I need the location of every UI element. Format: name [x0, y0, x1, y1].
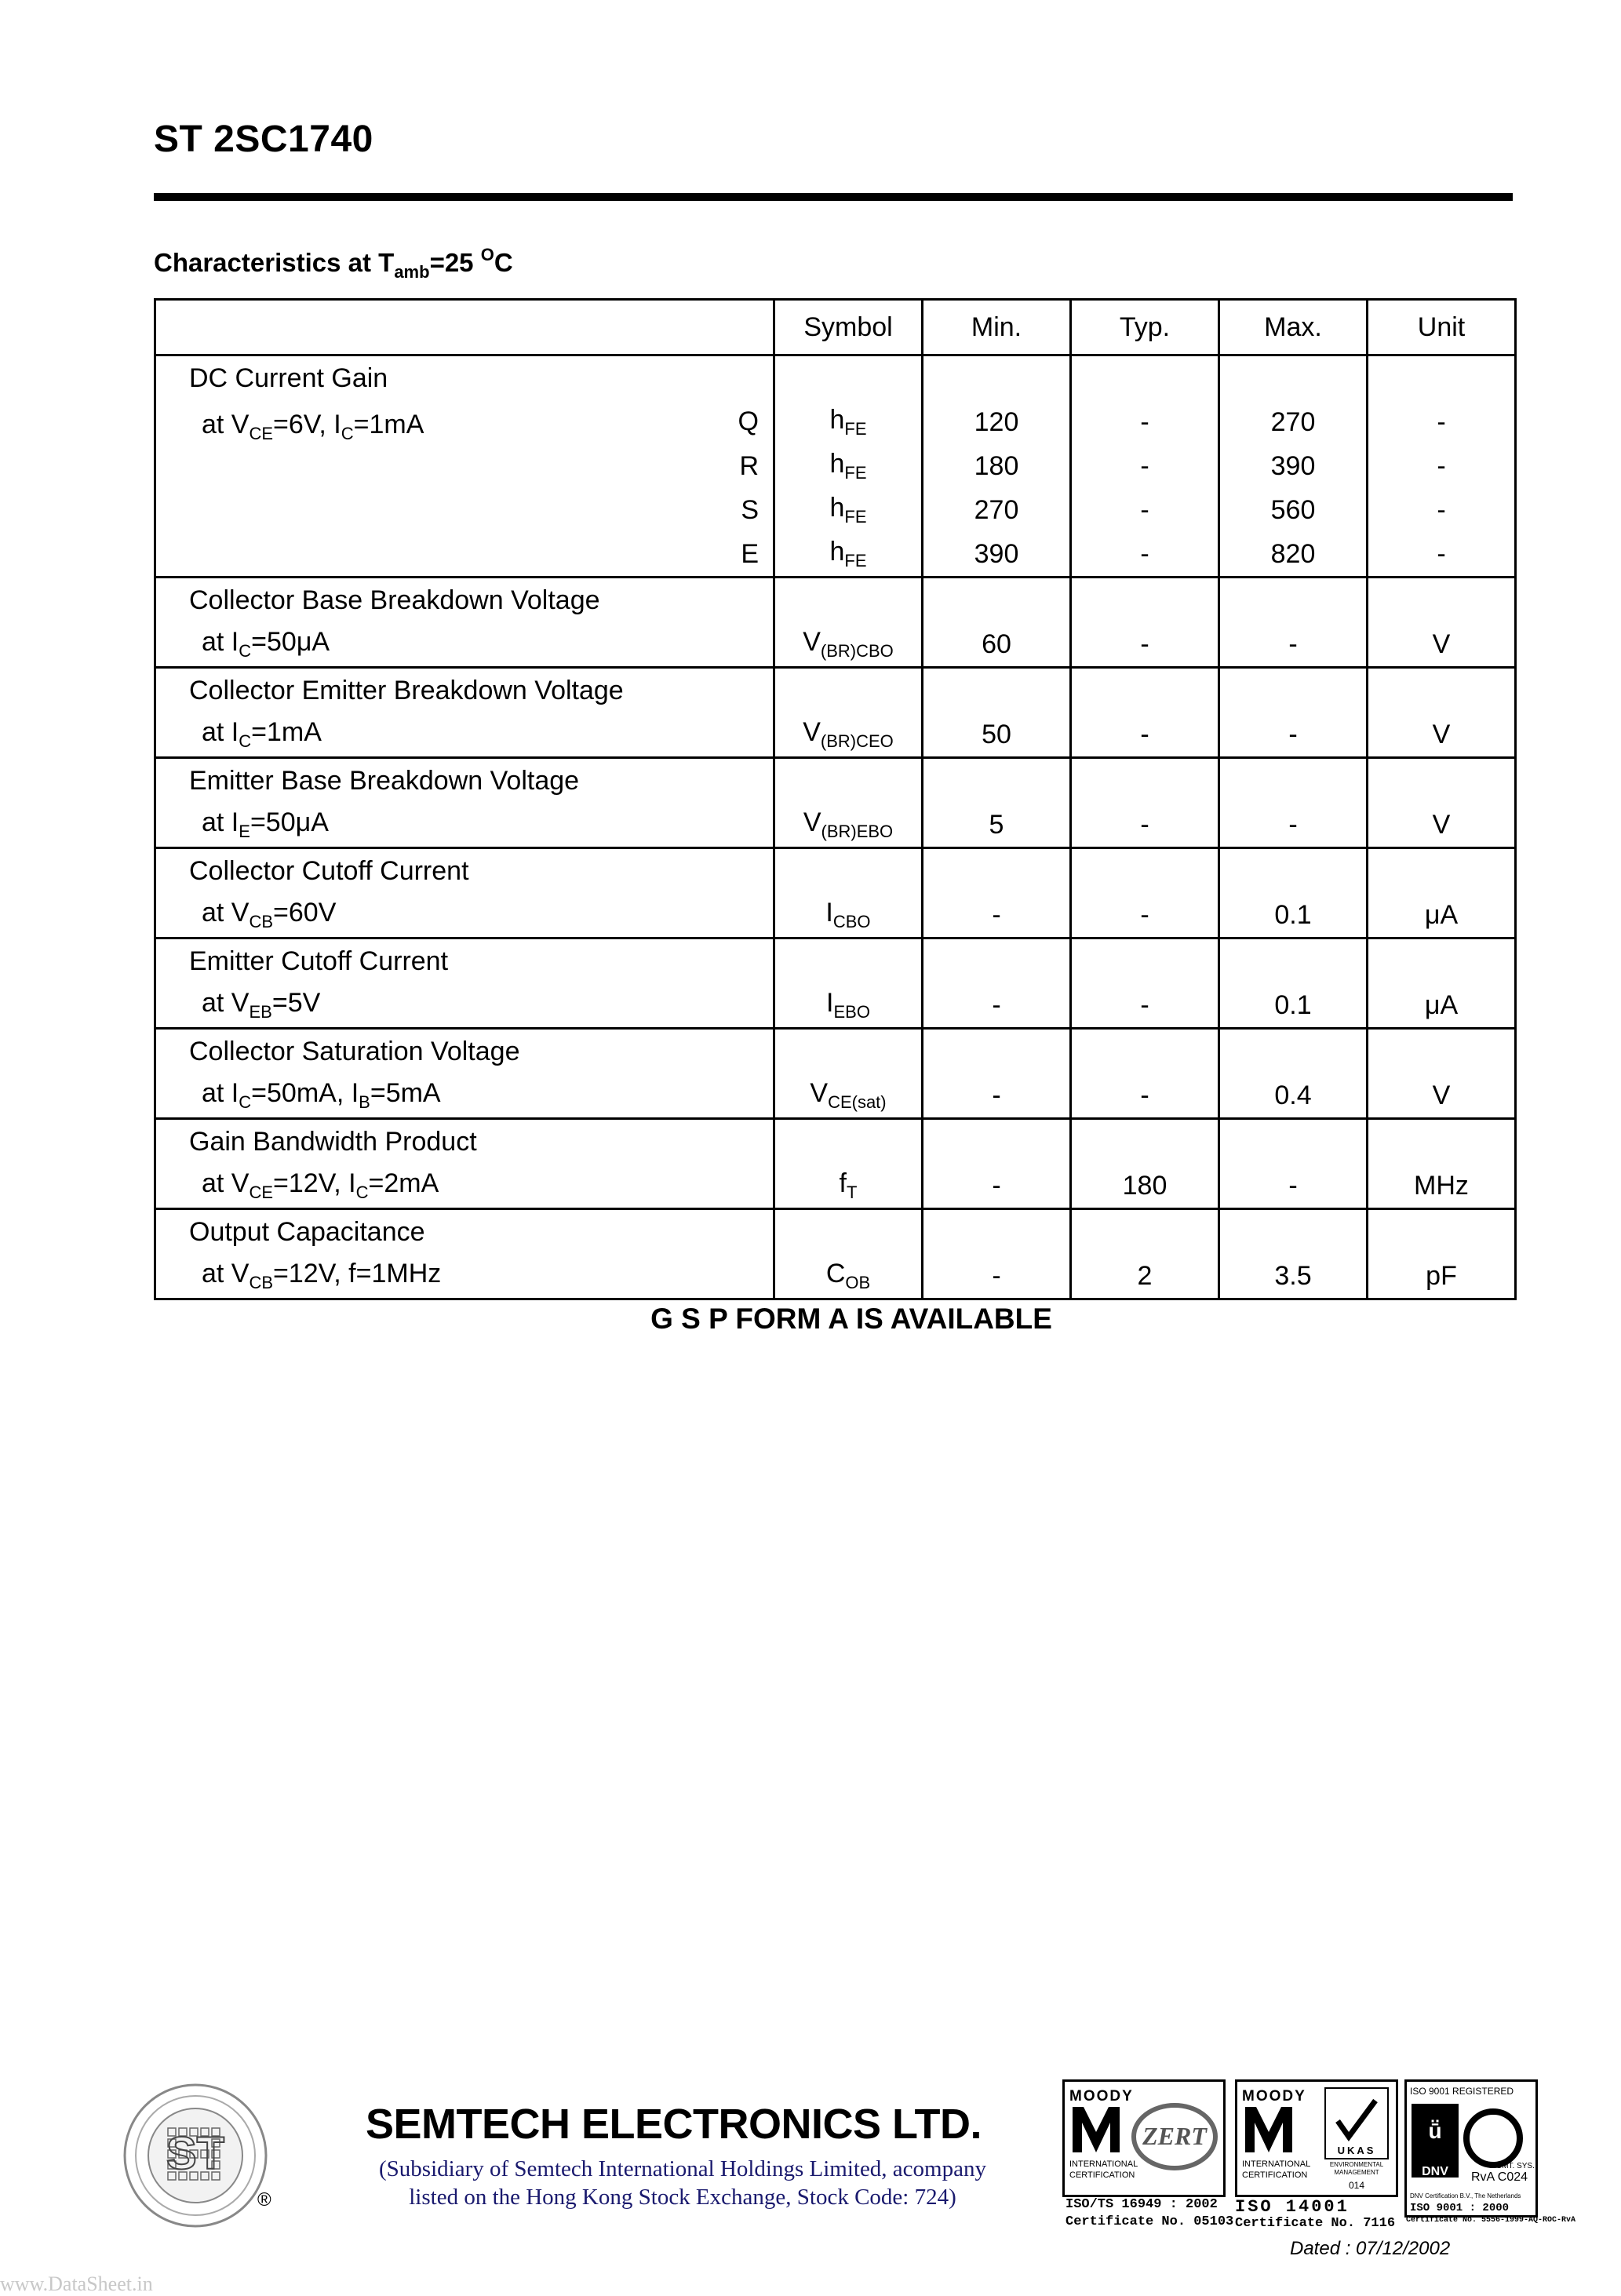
min-cell: - — [923, 983, 1071, 1029]
cert3-mgt: MGMT. SYS. — [1489, 2162, 1535, 2170]
cert1-standard: ISO/TS 16949 : 2002 — [1065, 2197, 1218, 2212]
unit-cell: V — [1368, 1073, 1516, 1119]
table-row — [155, 1164, 1516, 1209]
gsp-form-note: G S P FORM A IS AVAILABLE — [650, 1303, 1052, 1335]
max-cell: 0.1 — [1219, 893, 1368, 938]
typ-cell: - — [1071, 532, 1219, 578]
max-cell: 270 — [1219, 400, 1368, 444]
table-row — [155, 712, 1516, 758]
typ-cell: - — [1071, 622, 1219, 668]
watermark: www.DataSheet.in — [0, 2272, 153, 2295]
symbol-cell: $I_{CBO}$ — [774, 893, 923, 938]
symbol-cell: $V_{CE(sat)}$ — [774, 1073, 923, 1119]
logo-letters: ST — [166, 2128, 225, 2179]
param-condition: at $V_{CB}=60V$ — [155, 893, 774, 938]
cert1-brand: MOODY — [1069, 2088, 1134, 2105]
subsidiary-line-1: (Subsidiary of Semtech International Holdings Limited, acompany — [379, 2156, 986, 2181]
min-cell: - — [923, 893, 1071, 938]
subsidiary-note — [345, 2155, 1020, 2211]
param-condition: at $V_{EB}=5V$ — [155, 983, 774, 1029]
company-name: SEMTECH ELECTRONICS LTD. — [366, 2101, 982, 2148]
max-cell: 0.1 — [1219, 983, 1368, 1029]
cert-badge-dnv — [1404, 2079, 1538, 2218]
moody-ukas-icon — [1237, 2082, 1396, 2195]
typ-cell: - — [1071, 1073, 1219, 1119]
header-unit: Unit — [1368, 300, 1516, 355]
table-row — [155, 1029, 1516, 1074]
cert3-dnv: DNV — [1422, 2165, 1448, 2178]
table-row — [155, 983, 1516, 1029]
cert-badge-moody-ukas — [1235, 2079, 1398, 2197]
max-cell: - — [1219, 712, 1368, 758]
symbol-cell: $h_{FE}$ — [774, 444, 923, 488]
symbol-cell: $I_{EBO}$ — [774, 983, 923, 1029]
table-row — [155, 488, 1516, 532]
title-rule — [154, 193, 1513, 201]
table-row — [155, 758, 1516, 804]
param-condition: at $I_C=50\mu A$ — [155, 622, 774, 668]
param-condition: at $I_C=50mA$, $I_B=5mA$ — [155, 1073, 774, 1119]
cert3-line: DNV Certification B.V., The Netherlands — [1410, 2192, 1521, 2199]
symbol-cell: $f_T$ — [774, 1164, 923, 1209]
max-cell: 560 — [1219, 488, 1368, 532]
subsidiary-line-2: listed on the Hong Kong Stock Exchange, Stock Code: 724) — [409, 2185, 956, 2210]
symbol-cell: $V_{(BR)CBO}$ — [774, 622, 923, 668]
heading-sup: O — [480, 245, 494, 264]
table-row — [155, 355, 1516, 401]
table-row — [155, 622, 1516, 668]
heading-sub: amb — [394, 262, 430, 282]
param-title: Collector Cutoff Current — [155, 848, 774, 894]
typ-cell: 2 — [1071, 1254, 1219, 1299]
svg-text:ṻ: ṻ — [1428, 2119, 1442, 2143]
part-number-title: ST 2SC1740 — [154, 118, 373, 160]
dc-gain-title: DC Current Gain — [155, 355, 774, 401]
header-parameter — [155, 300, 774, 355]
typ-cell: - — [1071, 488, 1219, 532]
cert2-standard: ISO 14001 — [1235, 2197, 1350, 2217]
min-cell: 60 — [923, 622, 1071, 668]
param-title: Collector Emitter Breakdown Voltage — [155, 668, 774, 713]
grade-label: E — [155, 532, 774, 578]
max-cell: - — [1219, 622, 1368, 668]
cert1-number: Certificate No. 05103 — [1065, 2214, 1234, 2229]
symbol-cell: $V_{(BR)CEO}$ — [774, 712, 923, 758]
unit-cell: pF — [1368, 1254, 1516, 1299]
symbol-cell: $h_{FE}$ — [774, 400, 923, 444]
moody-zert-icon — [1065, 2082, 1223, 2195]
param-condition: at $V_{CB}=12V$, f=1MHz — [155, 1254, 774, 1299]
grade-label: R — [155, 444, 774, 488]
unit-cell: μA — [1368, 893, 1516, 938]
param-title: Emitter Base Breakdown Voltage — [155, 758, 774, 804]
min-cell: 5 — [923, 803, 1071, 848]
max-cell: 0.4 — [1219, 1073, 1368, 1119]
cert2-mgmt: MANAGEMENT — [1334, 2169, 1379, 2176]
table-row — [155, 1119, 1516, 1164]
typ-cell: - — [1071, 893, 1219, 938]
param-title: Output Capacitance — [155, 1209, 774, 1255]
grade-label: S — [155, 488, 774, 532]
symbol-cell: $h_{FE}$ — [774, 532, 923, 578]
cert1-zert: ZERT — [1142, 2122, 1207, 2150]
semtech-logo-icon — [121, 2081, 270, 2230]
typ-cell: - — [1071, 400, 1219, 444]
param-title: Collector Saturation Voltage — [155, 1029, 774, 1074]
unit-cell: - — [1368, 488, 1516, 532]
heading-unit: C — [494, 248, 513, 277]
table-row — [155, 893, 1516, 938]
min-cell: 270 — [923, 488, 1071, 532]
characteristics-table — [154, 298, 1517, 1300]
table-row — [155, 938, 1516, 984]
header-symbol: Symbol — [774, 300, 923, 355]
header-typ: Typ. — [1071, 300, 1219, 355]
table-row — [155, 1254, 1516, 1299]
table-row — [155, 848, 1516, 894]
cert1-intl: INTERNATIONAL — [1069, 2159, 1138, 2169]
cert2-intl: INTERNATIONAL — [1242, 2159, 1311, 2169]
header-min: Min. — [923, 300, 1071, 355]
table-row — [155, 803, 1516, 848]
min-cell: 50 — [923, 712, 1071, 758]
min-cell: - — [923, 1073, 1071, 1119]
dated-label: Dated : 07/12/2002 — [1290, 2238, 1451, 2259]
typ-cell: - — [1071, 444, 1219, 488]
min-cell: - — [923, 1164, 1071, 1209]
cert1-cert: CERTIFICATION — [1069, 2170, 1135, 2180]
unit-cell: V — [1368, 622, 1516, 668]
typ-cell: - — [1071, 712, 1219, 758]
characteristics-heading — [154, 245, 513, 282]
registered-mark: ® — [257, 2189, 271, 2210]
min-cell: 390 — [923, 532, 1071, 578]
unit-cell: V — [1368, 712, 1516, 758]
table-row — [155, 532, 1516, 578]
unit-cell: μA — [1368, 983, 1516, 1029]
cert2-number: Certificate No. 7116 — [1235, 2216, 1396, 2231]
cert3-rva: RvA C024 — [1470, 2170, 1528, 2184]
header-max: Max. — [1219, 300, 1368, 355]
table-row — [155, 1073, 1516, 1119]
unit-cell: - — [1368, 532, 1516, 578]
dc-gain-condition: at $V_{CE}=6V$, $I_C=1mA$ — [202, 410, 424, 443]
typ-cell: - — [1071, 803, 1219, 848]
table-row — [155, 1209, 1516, 1255]
cert3-standard: ISO 9001 : 2000 — [1410, 2202, 1510, 2214]
cert3-reg: ISO 9001 REGISTERED — [1410, 2086, 1514, 2097]
table-row — [155, 400, 1516, 444]
param-condition: at $V_{CE}=12V$, $I_C=2mA$ — [155, 1164, 774, 1209]
param-condition: at $I_C=1mA$ — [155, 712, 774, 758]
max-cell: - — [1219, 1164, 1368, 1209]
table-row — [155, 668, 1516, 713]
unit-cell: - — [1368, 444, 1516, 488]
cert2-num: 014 — [1348, 2180, 1365, 2191]
symbol-cell: $V_{(BR)EBO}$ — [774, 803, 923, 848]
cert2-cert: CERTIFICATION — [1242, 2170, 1308, 2180]
symbol-cell: $C_{OB}$ — [774, 1254, 923, 1299]
symbol-cell: $h_{FE}$ — [774, 488, 923, 532]
cert2-brand: MOODY — [1242, 2088, 1306, 2105]
typ-cell: 180 — [1071, 1164, 1219, 1209]
param-condition: at $I_E=50\mu A$ — [155, 803, 774, 848]
max-cell: 3.5 — [1219, 1254, 1368, 1299]
table-header-row — [155, 300, 1516, 355]
table-row — [155, 578, 1516, 623]
min-cell: - — [923, 1254, 1071, 1299]
grade-label: Q — [738, 406, 759, 436]
max-cell: - — [1219, 803, 1368, 848]
heading-eq: =25 — [429, 248, 481, 277]
cert-badge-moody-zert — [1062, 2079, 1226, 2197]
param-title: Gain Bandwidth Product — [155, 1119, 774, 1164]
cert2-env: ENVIRONMENTAL — [1329, 2161, 1384, 2168]
max-cell: 820 — [1219, 532, 1368, 578]
cert2-ukas: UKAS — [1337, 2145, 1376, 2156]
heading-prefix: Characteristics at T — [154, 248, 395, 277]
unit-cell: MHz — [1368, 1164, 1516, 1209]
dnv-rva-icon — [1407, 2082, 1535, 2215]
cert3-number: Certificate No. 5556-1999-AQ-ROC-RvA — [1406, 2216, 1576, 2225]
unit-cell: V — [1368, 803, 1516, 848]
min-cell: 120 — [923, 400, 1071, 444]
typ-cell: - — [1071, 983, 1219, 1029]
param-title: Collector Base Breakdown Voltage — [155, 578, 774, 623]
param-title: Emitter Cutoff Current — [155, 938, 774, 984]
min-cell: 180 — [923, 444, 1071, 488]
max-cell: 390 — [1219, 444, 1368, 488]
table-row — [155, 444, 1516, 488]
unit-cell: - — [1368, 400, 1516, 444]
